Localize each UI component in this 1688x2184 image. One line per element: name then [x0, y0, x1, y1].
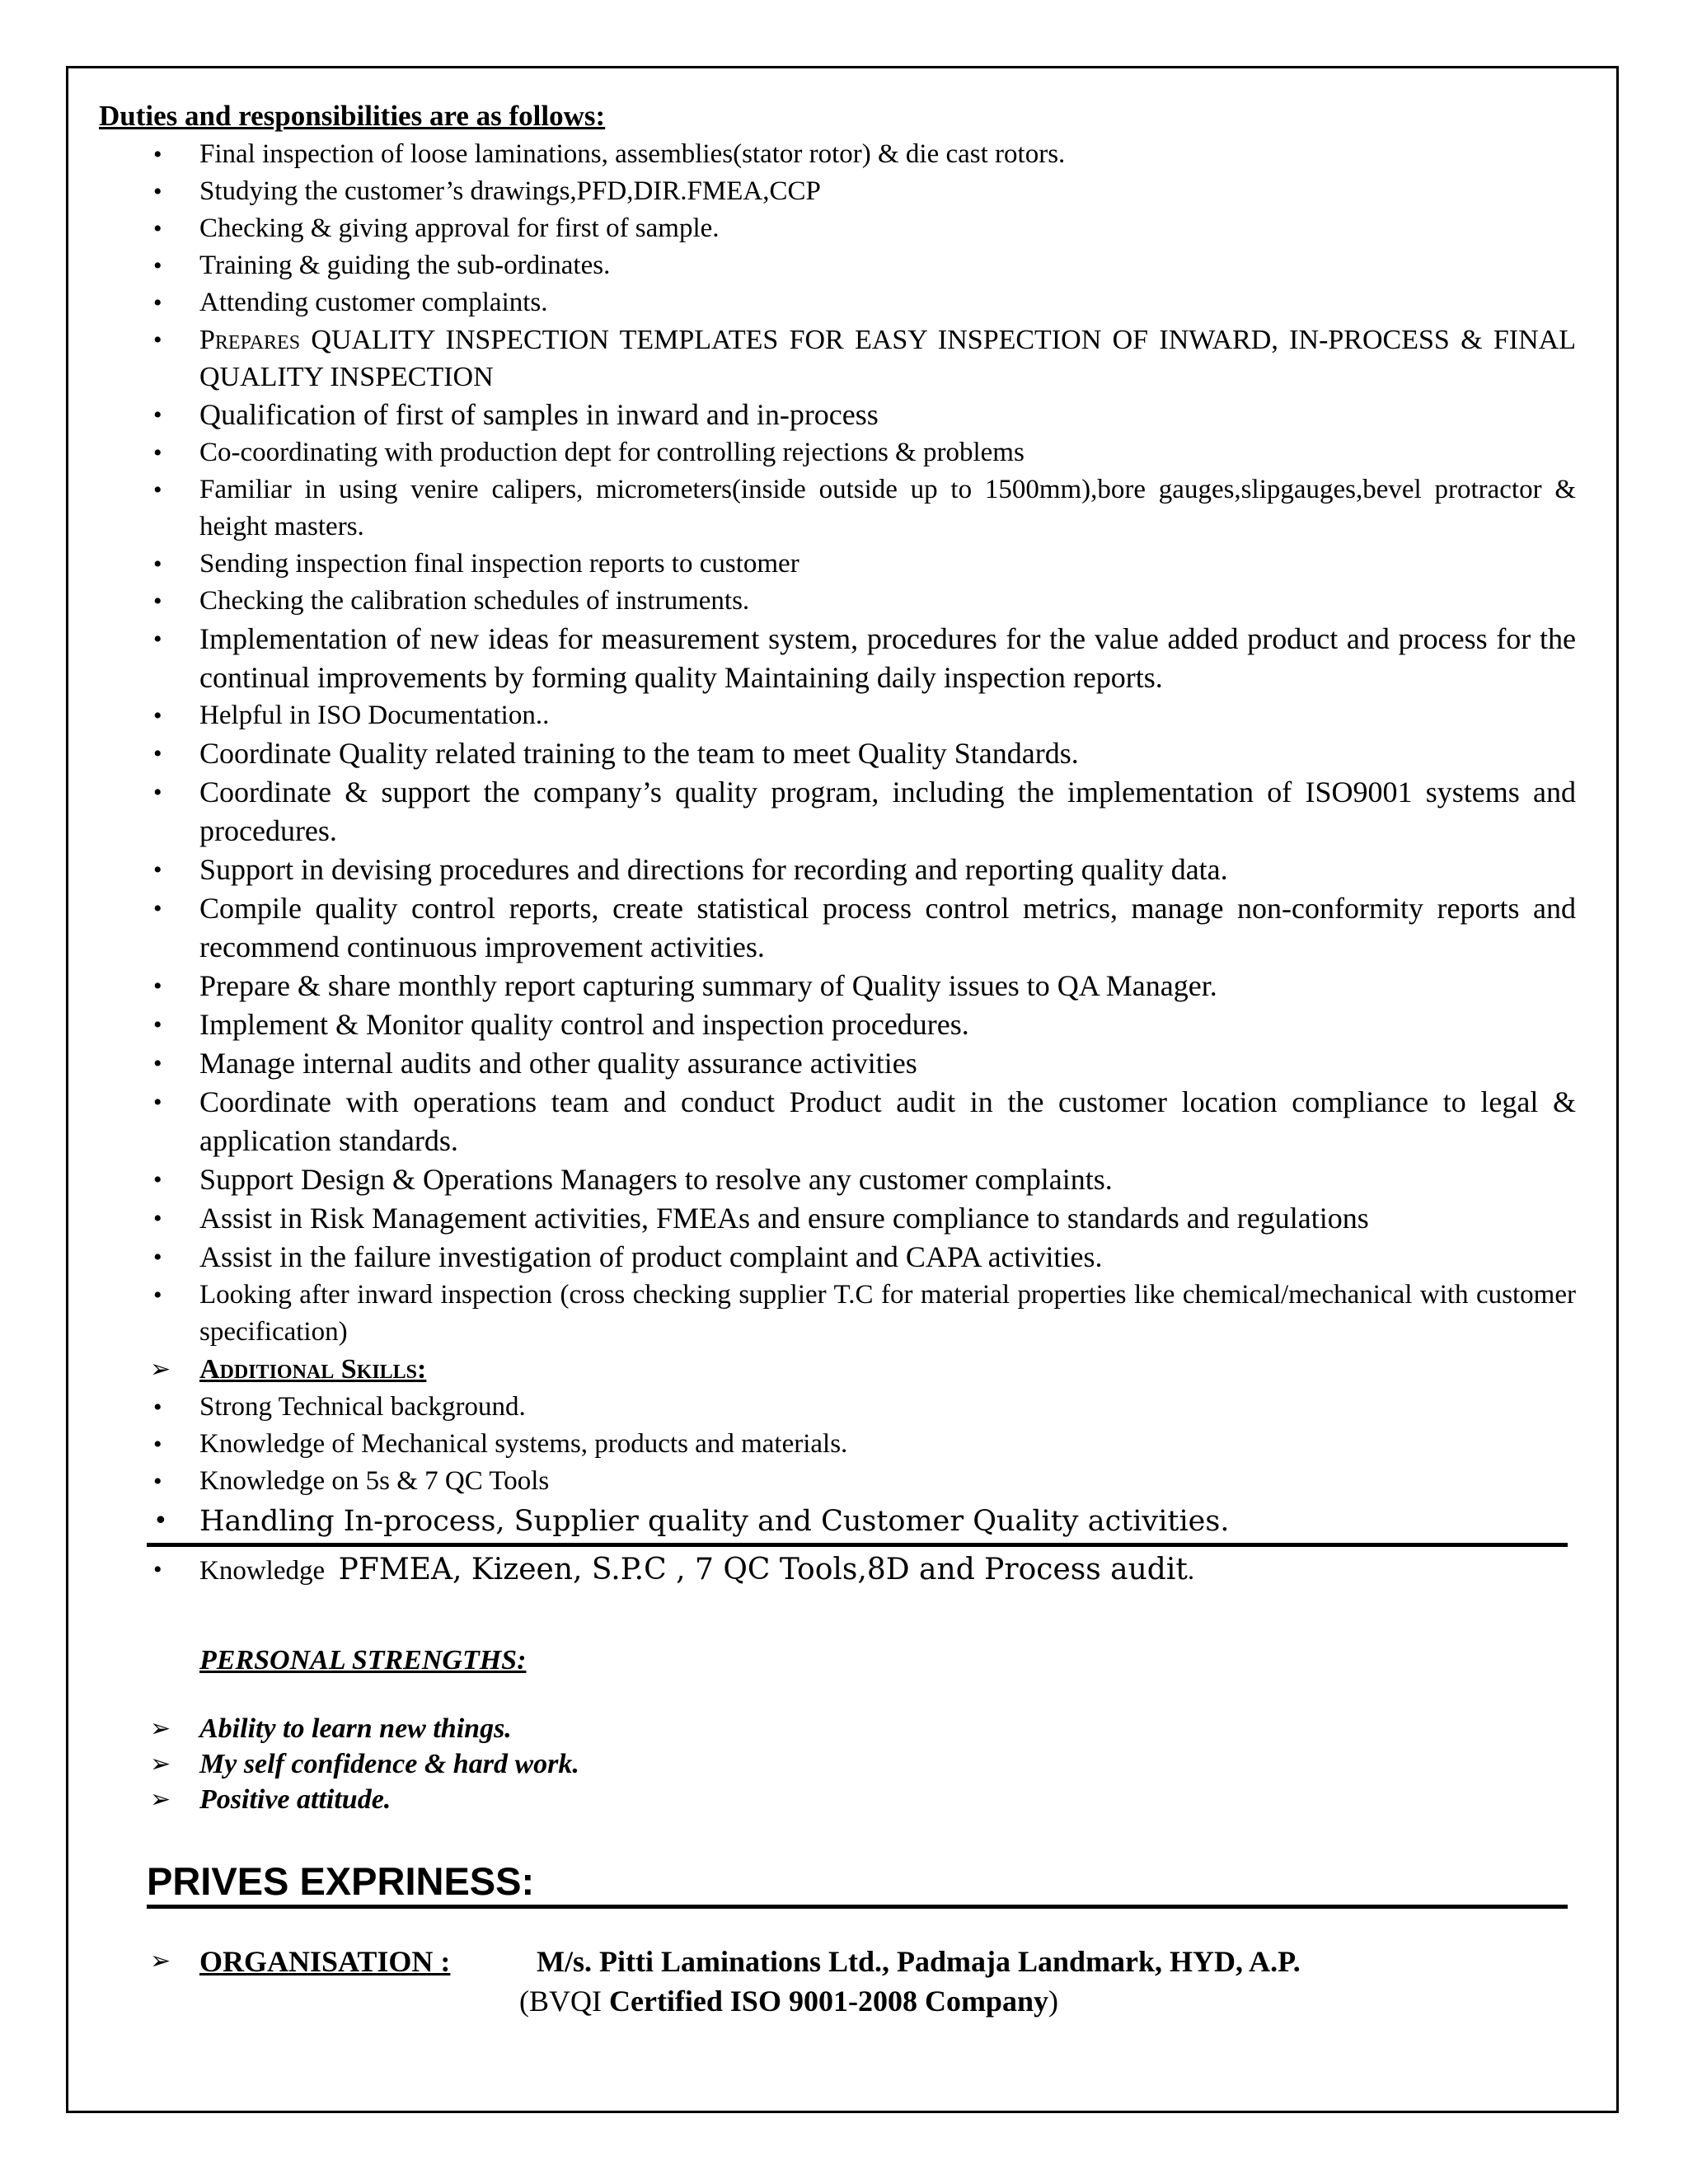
duties-heading: Duties and responsibilities are as follows: [99, 100, 606, 132]
list-item: • Assist in the failure investigation of product complaint and CAPA activities. [99, 1238, 1592, 1277]
bullet-icon: • [153, 626, 162, 653]
list-item: • Studying the customer’s drawings,PFD,DIR.FMEA,CCP [99, 173, 1592, 210]
additional-skills-list [99, 1389, 1592, 1543]
list-item: • Checking the calibration schedules of instruments. [99, 583, 1592, 620]
list-item: • Assist in Risk Management activities, FMEAs and ensure compliance to standards and regulations [99, 1199, 1592, 1238]
personal-strengths-title: PERSONAL STRENGTHS: [199, 1645, 527, 1675]
bullet-icon: • [153, 141, 162, 168]
list-item: • Qualification of first of samples in inward and in-process [99, 396, 1592, 434]
list-item: • Looking after inward inspection (cross checking supplier T.C for material properties like chemical/mechanical with customer specification) [99, 1277, 1592, 1351]
bullet-icon: • [153, 178, 162, 205]
list-item: • Checking & giving approval for first of sample. [99, 210, 1592, 247]
list-item: • Handling In-process, Supplier quality and Customer Quality activities. [99, 1500, 1592, 1543]
resume-page [99, 96, 1592, 2021]
bullet-icon: • [153, 702, 162, 729]
list-item: • Manage internal audits and other quality assurance activities [99, 1044, 1592, 1083]
bullet-icon: • [153, 476, 162, 504]
organisation-value: M/s. Pitti Laminations Ltd., Padmaja Landmark, HYD, A.P. [537, 1945, 1301, 1978]
personal-strengths-list [99, 1711, 1592, 1817]
list-item: • Support in devising procedures and directions for recording and reporting quality data. [99, 851, 1592, 889]
bullet-icon: • [153, 439, 162, 466]
list-item: • Knowledge on 5s & 7 QC Tools [99, 1463, 1592, 1500]
additional-skills-title: Additional Skills: [199, 1354, 427, 1385]
bullet-icon: • [153, 740, 162, 767]
organisation-row [99, 1942, 1592, 1981]
list-item: • Co-coordinating with production dept for controlling rejections & problems [99, 434, 1592, 471]
organisation-label: ORGANISATION : [199, 1945, 451, 1978]
bullet-icon: • [153, 972, 162, 1000]
list-item: • Implement & Monitor quality control and inspection procedures. [99, 1005, 1592, 1044]
bullet-icon: • [153, 551, 162, 578]
arrow-bullet-icon: ➢ [150, 1750, 171, 1779]
bullet-icon: • [153, 252, 162, 279]
list-item: • Final inspection of loose laminations, assemblies(stator rotor) & die cast rotors. [99, 136, 1592, 173]
list-item: • Attending customer complaints. [99, 284, 1592, 321]
list-item: • Strong Technical background. [99, 1389, 1592, 1426]
list-item: ➢ My self confidence & hard work. [99, 1746, 1592, 1782]
bullet-icon: • [153, 1282, 162, 1309]
bullet-icon: • [153, 289, 162, 316]
list-item: • Training & guiding the sub-ordinates. [99, 247, 1592, 284]
list-item: • Coordinate & support the company’s quality program, including the implementation of ISO9001 systems and procedures. [99, 773, 1592, 851]
bullet-icon: • [153, 1244, 162, 1271]
bullet-icon: • [153, 1166, 162, 1193]
list-item: • Prepare & share monthly report capturing summary of Quality issues to QA Manager. [99, 967, 1592, 1005]
list-item: • Implementation of new ideas for measurement system, procedures for the value added product and process for the continual improvements by forming quality Maintaining daily inspection reports. [99, 620, 1592, 697]
bullet-icon: • [153, 1556, 162, 1583]
arrow-bullet-icon: ➢ [150, 1785, 171, 1814]
bullet-icon: • [153, 856, 162, 883]
organisation-certification: (BVQI Certified ISO 9001-2008 Company) [519, 1985, 1058, 2018]
bullet-icon: • [153, 1205, 162, 1232]
list-item: • Support Design & Operations Managers to resolve any customer complaints. [99, 1160, 1592, 1199]
list-item: ➢ Positive attitude. [99, 1782, 1592, 1817]
duties-list [99, 136, 1592, 1351]
bullet-icon: • [153, 1011, 162, 1038]
arrow-bullet-icon: ➢ [150, 1947, 171, 1975]
list-item: • Prepares QUALITY INSPECTION TEMPLATES FOR EASY INSPECTION OF INWARD, IN-PROCESS & FINAL QUALITY INSPECTION [99, 321, 1592, 396]
bullet-icon: • [153, 588, 162, 615]
list-item: • Knowledge of Mechanical systems, products and materials. [99, 1426, 1592, 1463]
arrow-bullet-icon: ➢ [150, 1355, 171, 1384]
bullet-icon: • [153, 1431, 162, 1458]
bullet-icon: • [153, 326, 162, 354]
list-item: • Sending inspection final inspection reports to customer [99, 546, 1592, 583]
experience-title: PRIVES EXPRINESS: [147, 1859, 535, 1903]
list-item: ➢ Ability to learn new things. [99, 1711, 1592, 1746]
bullet-icon: • [153, 215, 162, 242]
bullet-icon: • [153, 1468, 162, 1495]
knowledge-item: • Knowledge PFMEA, Kizeen, S.P.C , 7 QC Tools,8D and Process audit. [99, 1550, 1592, 1591]
list-item: • Familiar in using venire calipers, micrometers(inside outside up to 1500mm),bore gauges,slipgauges,bevel protractor & height masters. [99, 471, 1592, 546]
list-item: • Helpful in ISO Documentation.. [99, 697, 1592, 734]
bullet-icon: • [153, 401, 162, 429]
list-item: • Coordinate with operations team and conduct Product audit in the customer location compliance to legal & application standards. [99, 1083, 1592, 1160]
list-item: • Compile quality control reports, create statistical process control metrics, manage non-conformity reports and recommend continuous improvement activities. [99, 889, 1592, 967]
list-item: • Coordinate Quality related training to the team to meet Quality Standards. [99, 734, 1592, 773]
additional-skills-heading [99, 1351, 1592, 1389]
bullet-icon: • [153, 1050, 162, 1077]
section-divider [147, 1905, 1568, 1909]
bullet-icon: • [153, 1507, 168, 1535]
bullet-icon: • [153, 1089, 162, 1116]
arrow-bullet-icon: ➢ [150, 1714, 171, 1743]
bullet-icon: • [153, 895, 162, 922]
bullet-icon: • [153, 1394, 162, 1421]
section-divider [147, 1543, 1568, 1547]
bullet-icon: • [153, 779, 162, 806]
